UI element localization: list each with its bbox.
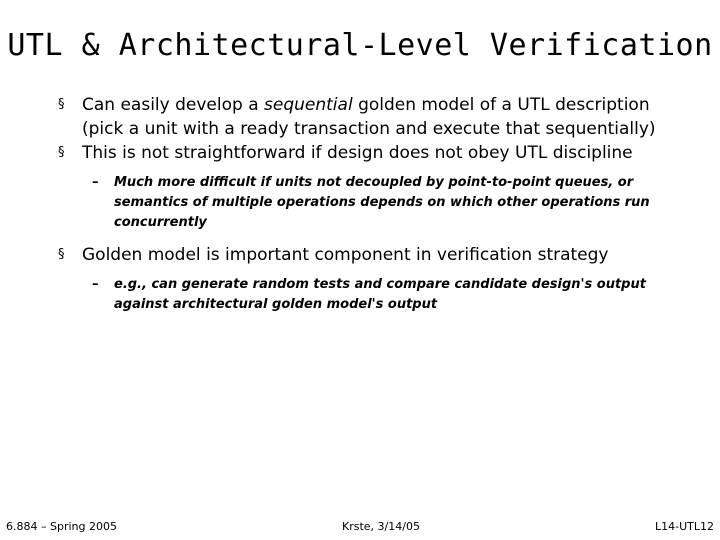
bullet-marker: § [58,145,65,160]
footer-course: 6.884 – Spring 2005 [6,520,117,533]
bullet-text-emphasis: sequential [264,95,353,115]
subbullet-text: Much more difficult if units not decoupled by point-to-point queues, or semantics of multiple operations depends on which other operations run concurrently [114,175,650,230]
bullet-text: Golden model is important component in verification strategy [82,245,609,265]
bullet-sequential-model [58,93,688,141]
bullet-utl-discipline [58,141,688,165]
bullet-text-start: Can easily develop a [82,95,265,115]
subbullet-random-tests [92,275,688,315]
bullet-text: This is not straightforward if design does not obey UTL discipline [82,143,633,163]
slide-title: UTL & Architectural-Level Verification [7,28,713,63]
footer-slide-number: L14-UTL12 [655,520,714,533]
subbullet-marker: – [92,277,99,292]
subbullet-marker: – [92,175,99,190]
bullet-text-end: golden model of a UTL description (pick a unit with a ready transaction and execute that sequentially) [82,95,656,139]
subbullet-decoupling [92,173,688,233]
footer-author-date: Krste, 3/14/05 [342,520,420,533]
bullet-list [58,93,688,325]
bullet-marker: § [58,247,65,262]
bullet-marker: § [58,97,65,112]
bullet-golden-model [58,243,688,267]
subbullet-text: e.g., can generate random tests and compare candidate design's output against architectural golden model's output [114,277,646,312]
